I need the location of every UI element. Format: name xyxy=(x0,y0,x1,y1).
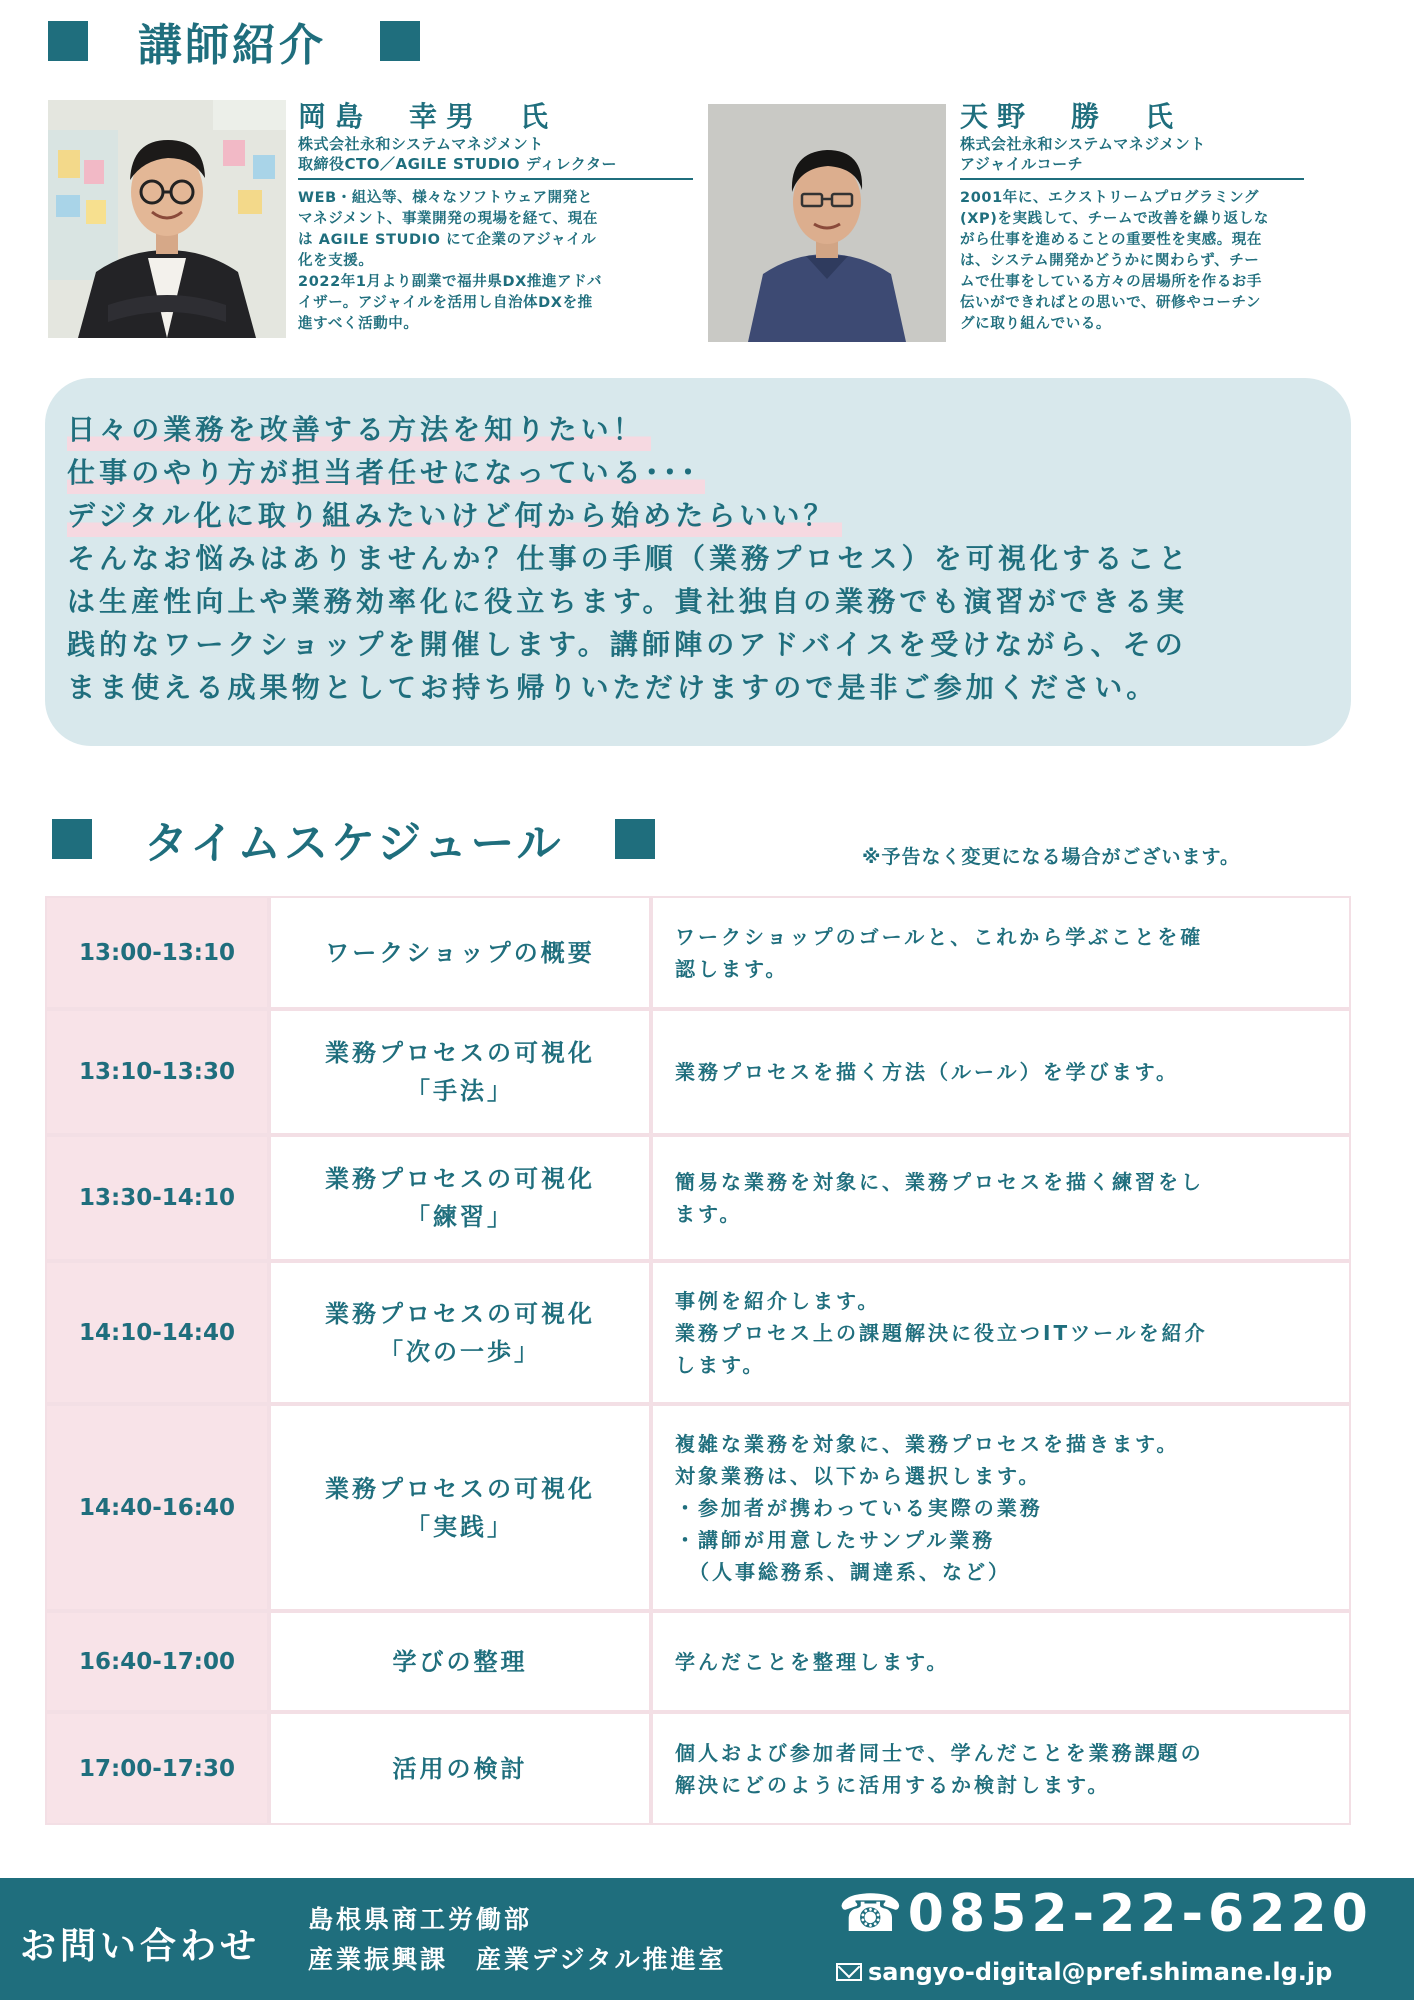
instructor-company: 株式会社永和システムマネジメント xyxy=(960,135,1206,153)
instructor-bio: WEB・組込等、様々なソフトウェア開発と マネジメント、事業開発の現場を経て、現在 は AGILE STUDIO にて企業のアジャイル 化を支援。 2022年1月より副業で福井県DX推進アドバ イザー。アジャイルを活用し自治体DXを推 進すべく活動中。 xyxy=(298,190,603,332)
intro-body-line: は生産性向上や業務効率化に役立ちます。貴社独自の業務でも演習ができる実 xyxy=(67,585,1189,618)
schedule-row xyxy=(47,1613,1349,1714)
contact-department: 島根県商工労働部 産業振興課 産業デジタル推進室 xyxy=(308,1905,727,1974)
schedule-row xyxy=(47,1406,1349,1613)
schedule-row xyxy=(47,1011,1349,1137)
header-square-right xyxy=(615,819,655,859)
instructor-title: アジャイルコーチ xyxy=(960,155,1084,173)
schedule-item-title: 業務プロセスの可視化 「手法」 xyxy=(267,1011,653,1133)
instructor-photo-amano xyxy=(708,104,946,342)
intro-question: デジタル化に取り組みたいけど何から始めたらいい？ xyxy=(67,494,1329,537)
schedule-item-title: 学びの整理 xyxy=(267,1613,653,1710)
header-square-left xyxy=(52,819,92,859)
intro-box xyxy=(45,378,1351,746)
instructor-divider xyxy=(960,178,1304,180)
schedule-note: ※予告なく変更になる場合がございます。 xyxy=(862,846,1240,868)
schedule-item-desc: 業務プロセスを描く方法（ルール）を学びます。 xyxy=(675,1060,1179,1084)
schedule-item-desc: ワークショップのゴールと、これから学ぶことを確 認します。 xyxy=(675,924,1204,981)
contact-label: お問い合わせ xyxy=(20,1926,261,1967)
schedule-time: 14:40-16:40 xyxy=(47,1406,267,1609)
schedule-time: 13:10-13:30 xyxy=(47,1011,267,1133)
schedule-item-desc: 簡易な業務を対象に、業務プロセスを描く練習をし ます。 xyxy=(675,1170,1204,1226)
schedule-time: 13:00-13:10 xyxy=(47,898,267,1007)
intro-question: 仕事のやり方が担当者任せになっている･･･ xyxy=(67,451,1329,494)
schedule-item-desc: 事例を紹介します。 業務プロセス上の課題解決に役立つITツールを紹介 します。 xyxy=(675,1288,1208,1377)
instructor-amano xyxy=(960,100,1350,335)
contact-email-address: sangyo-digital@pref.shimane.lg.jp xyxy=(868,1958,1333,1986)
schedule-item-title: ワークショップの概要 xyxy=(267,898,653,1007)
instructor-company: 株式会社永和システムマネジメント xyxy=(298,135,544,153)
instructor-name: 岡島 幸男 氏 xyxy=(298,100,558,133)
contact-phone: ☎0852-22-6220 xyxy=(838,1884,1373,1944)
instructors-title: 講師紹介 xyxy=(138,20,326,71)
schedule-item-title: 業務プロセスの可視化 「実践」 xyxy=(267,1406,653,1609)
intro-body-line: そんなお悩みはありませんか？仕事の手順（業務プロセス）を可視化すること xyxy=(67,542,1191,575)
intro-question: 日々の業務を改善する方法を知りたい！ xyxy=(67,408,1329,451)
schedule-time: 14:10-14:40 xyxy=(47,1263,267,1402)
schedule-item-title: 活用の検討 xyxy=(267,1714,653,1823)
schedule-time: 16:40-17:00 xyxy=(47,1613,267,1710)
contact-footer xyxy=(0,1878,1414,2000)
schedule-header xyxy=(52,818,655,869)
schedule-item-desc: 複雑な業務を対象に、業務プロセスを描きます。 対象業務は、以下から選択します。 ・参加者が携わっている実際の業務 ・講師が用意したサンプル業務 （人事総務系、調達系、など） xyxy=(675,1431,1180,1584)
schedule-row xyxy=(47,1263,1349,1406)
instructor-name: 天野 勝 氏 xyxy=(960,100,1183,133)
schedule-item-desc: 個人および参加者同士で、学んだことを業務課題の 解決にどのように活用するか検討します。 xyxy=(675,1740,1204,1797)
schedule-item-title: 業務プロセスの可視化 「次の一歩」 xyxy=(267,1263,653,1402)
schedule-table xyxy=(45,896,1351,1825)
instructor-photo-okajima xyxy=(48,100,286,338)
intro-body-line: 践的なワークショップを開催します。講師陣のアドバイスを受けながら、その xyxy=(67,628,1187,661)
instructor-title: 取締役CTO／AGILE STUDIO ディレクター xyxy=(298,155,617,173)
schedule-title: タイムスケジュール xyxy=(144,818,564,869)
schedule-row xyxy=(47,898,1349,1011)
schedule-item-title: 業務プロセスの可視化 「練習」 xyxy=(267,1137,653,1259)
instructors-header xyxy=(48,20,420,71)
schedule-row xyxy=(47,1714,1349,1823)
schedule-time: 13:30-14:10 xyxy=(47,1137,267,1259)
contact-email xyxy=(836,1958,1332,1986)
header-square-right xyxy=(380,21,420,61)
schedule-item-desc: 学んだことを整理します。 xyxy=(675,1649,950,1674)
instructor-okajima xyxy=(298,100,693,335)
header-square-left xyxy=(48,21,88,61)
instructor-divider xyxy=(298,178,693,180)
schedule-time: 17:00-17:30 xyxy=(47,1714,267,1823)
intro-body-line: まま使える成果物としてお持ち帰りいただけますので是非ご参加ください。 xyxy=(67,671,1159,704)
schedule-row xyxy=(47,1137,1349,1263)
mail-icon xyxy=(836,1963,862,1981)
instructor-bio: 2001年に、エクストリームプログラミング (XP)を実践して、チームで改善を繰り返しな がら仕事を進めることの重要性を実感。現在 は、システム開発かどうかに関わらず、チー ムで仕事をしている方々の居場所を作るお手 伝いができればとの思いで、研修やコーチン グに取り組んでいる。 xyxy=(960,190,1269,332)
